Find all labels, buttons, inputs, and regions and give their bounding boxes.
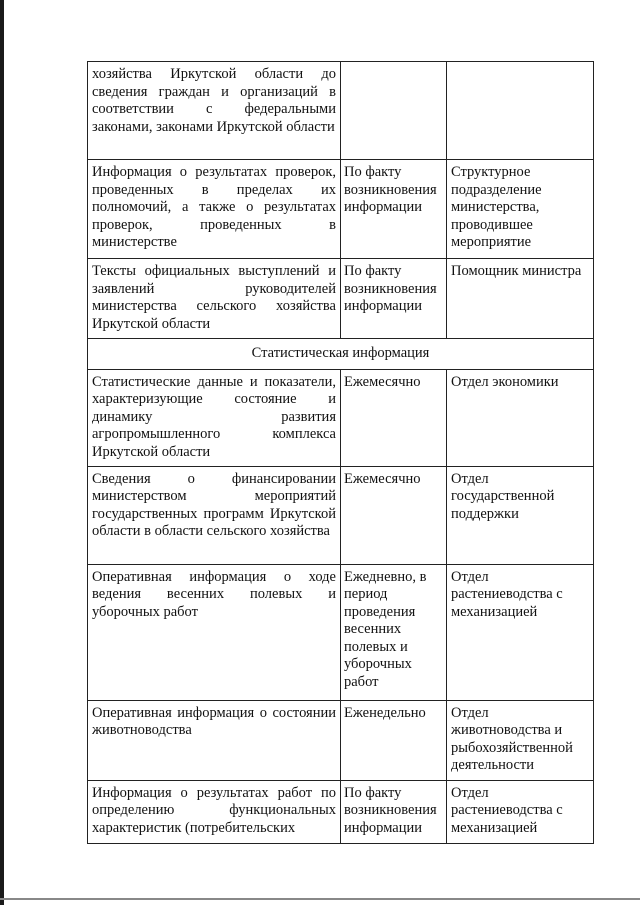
table-row bbox=[88, 369, 594, 466]
cell-text: По факту возникновения информации bbox=[344, 263, 437, 314]
responsible-cell bbox=[447, 160, 594, 259]
info-type-cell bbox=[88, 466, 341, 564]
cell-text: Помощник министра bbox=[451, 263, 582, 279]
cell-text: хозяйства Иркутской области до сведения граждан и организаций в соответствии с федеральными законами, законами Иркутской области bbox=[92, 66, 336, 135]
cell-text: Отдел животноводства и рыбохозяйственной деятельности bbox=[451, 704, 573, 773]
cell-text: Отдел растениеводства с механизацией bbox=[451, 568, 563, 620]
info-type-cell bbox=[88, 160, 341, 259]
table-row bbox=[88, 62, 594, 160]
table-row bbox=[88, 160, 594, 259]
cell-text: Ежедневно, в период проведения весенних полевых и уборочных работ bbox=[344, 568, 427, 690]
table-row bbox=[88, 564, 594, 700]
table-row bbox=[88, 466, 594, 564]
table-row bbox=[88, 780, 594, 843]
scan-edge bbox=[0, 0, 4, 905]
cell-text: Статистические данные и показатели, характеризующие состояние и динамику развития агропромышленного комплекса Иркутской области bbox=[92, 373, 336, 460]
cell-text: Отдел экономики bbox=[451, 373, 559, 390]
cell-text: По факту возникновения информации bbox=[344, 164, 437, 215]
responsible-cell bbox=[447, 466, 594, 564]
information-table bbox=[87, 61, 594, 844]
frequency-cell bbox=[341, 700, 447, 780]
cell-text: Структурное подразделение министерства, проводившее мероприятие bbox=[451, 164, 542, 250]
info-type-cell bbox=[88, 62, 341, 160]
cell-text: По факту возникновения информации bbox=[344, 784, 437, 836]
responsible-cell bbox=[447, 564, 594, 700]
page-bottom-edge bbox=[0, 898, 640, 900]
cell-text: Оперативная информация о состоянии животноводства bbox=[92, 704, 336, 738]
responsible-cell bbox=[447, 780, 594, 843]
cell-text: Ежемесячно bbox=[344, 470, 421, 487]
cell-text: Сведения о финансировании министерством мероприятий государственных программ Иркутской области в области сельского хозяйства bbox=[92, 470, 336, 539]
frequency-cell bbox=[341, 466, 447, 564]
info-type-cell bbox=[88, 259, 341, 339]
info-type-cell bbox=[88, 700, 341, 780]
info-type-cell bbox=[88, 780, 341, 843]
table-row bbox=[88, 700, 594, 780]
responsible-cell bbox=[447, 700, 594, 780]
responsible-cell bbox=[447, 259, 594, 339]
cell-text: Тексты официальных выступлений и заявлений руководителей министерства сельского хозяйства Иркутской области bbox=[92, 263, 336, 332]
frequency-cell bbox=[341, 62, 447, 160]
cell-text: Отдел растениеводства с механизацией bbox=[451, 784, 563, 836]
cell-text: Информация о результатах проверок, проведенных в пределах их полномочий, а также о результатах проверок, проведенных в министерстве bbox=[92, 164, 336, 250]
cell-text: Оперативная информация о ходе ведения весенних полевых и уборочных работ bbox=[92, 568, 336, 620]
section-row bbox=[88, 339, 594, 370]
frequency-cell bbox=[341, 564, 447, 700]
cell-text: Информация о результатах работ по определению функциональных характеристик (потребительских bbox=[92, 784, 336, 836]
frequency-cell bbox=[341, 160, 447, 259]
responsible-cell bbox=[447, 369, 594, 466]
cell-text: Отдел государственной поддержки bbox=[451, 470, 555, 522]
section-title: Статистическая информация bbox=[88, 339, 594, 370]
info-type-cell bbox=[88, 369, 341, 466]
table-row bbox=[88, 259, 594, 339]
frequency-cell bbox=[341, 780, 447, 843]
responsible-cell bbox=[447, 62, 594, 160]
cell-text: Ежемесячно bbox=[344, 373, 421, 390]
info-type-cell bbox=[88, 564, 341, 700]
frequency-cell bbox=[341, 259, 447, 339]
cell-text: Еженедельно bbox=[344, 704, 426, 721]
frequency-cell bbox=[341, 369, 447, 466]
